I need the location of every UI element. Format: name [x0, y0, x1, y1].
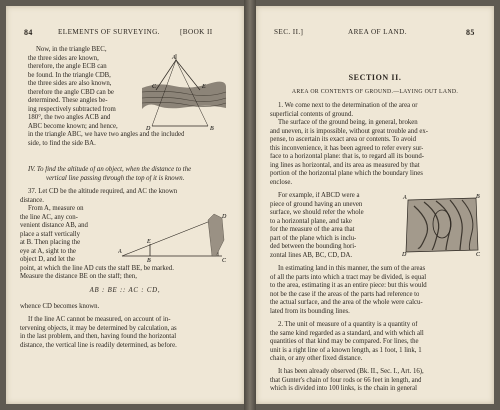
text-line: face to a horizontal plane: that is, to regard all its bound- [270, 153, 425, 160]
fig2-label-e: E [147, 239, 151, 245]
text-line: determined. These angles be- [28, 97, 108, 104]
text-line: therefore the angle CBD can be [28, 88, 114, 96]
fig1-label-c: C [152, 84, 157, 90]
text-line: It has been already observed (Bk. II., Sec. I., Art. 16), [278, 368, 424, 375]
text-line: eye at A, sight to the [20, 247, 76, 255]
text-line: venient distance AB, and [20, 222, 88, 229]
text-line: piece of ground having an uneven [270, 200, 363, 208]
text-line: enclose. [270, 178, 293, 186]
fig3-label-d: D [402, 252, 407, 256]
text-line: in the last problem, and then, having found the horizontal [20, 333, 177, 340]
text-line: If the line AC cannot be measured, on account of in- [28, 316, 171, 323]
text-line: the line AC, any con- [20, 213, 78, 221]
problem-heading-line: IV. To find the altitude of an object, when the distance to the [28, 166, 192, 173]
fig1-label-d: D [146, 126, 151, 132]
right-page-header [270, 28, 480, 38]
right-section-label: SEC. II.] [274, 28, 304, 36]
text-line: of all the parts into which a tract may be divided, is equal [270, 273, 427, 281]
text-line: portion of the horizontal plane which the boundary lines [270, 170, 423, 177]
text-line: object D, and let the [20, 256, 75, 263]
book-gutter [244, 0, 256, 410]
text-line: tervening objects, it may be determined by calculation, as [20, 324, 177, 332]
text-line: Now, in the triangle BEC, [36, 46, 107, 53]
text-line: therefore, the angle ECB can [28, 63, 107, 70]
text-line: the same kind regarded as a standard, and with which all [270, 329, 424, 337]
text-line: that Gunter's chain of four rods or 66 feet in length, and [270, 376, 422, 384]
text-line: to the area, estimating it as an entire piece: but this would [270, 282, 427, 289]
text-line: For example, if ABCD were a [278, 192, 360, 199]
text-line: 2. The unit of measure of a quantity is a quantity of [278, 321, 418, 328]
right-running-title: AREA OF LAND. [348, 28, 407, 36]
text-line: distance, the vertical line is readily determined, as before. [20, 341, 177, 349]
text-line: at B. Then placing the [20, 239, 81, 246]
fig1-label-e: E [202, 84, 206, 90]
text-line: whence CD becomes known. [20, 303, 100, 310]
left-running-title: ELEMENTS OF SURVEYING. [58, 28, 160, 36]
left-page-header [20, 28, 230, 38]
text-line: unit is a right line of a known length, as 1 foot, 1 link, 1 [270, 346, 422, 354]
left-page-number: 84 [24, 28, 33, 37]
text-line: The surface of the ground being, in general, broken [278, 119, 418, 126]
text-line: distance. [20, 196, 44, 204]
fig1-label-b: B [210, 126, 214, 132]
text-line: superficial contents of ground. [270, 110, 354, 118]
text-line: the actual surface, and the area of the whole were calcu- [270, 299, 423, 306]
text-line: be found. In the triangle CDB, [28, 71, 111, 79]
text-line: side, to find the side BA. [28, 139, 96, 147]
text-line: in the triangle ABC, we have two angles and the included [28, 131, 185, 138]
text-line: lated from its bounding lines. [270, 307, 350, 315]
text-line: quantities of that kind may be compared. For lines, the [270, 338, 419, 345]
left-book-label: [BOOK II [180, 28, 213, 36]
text-line: In estimating land in this manner, the sum of the areas [278, 265, 426, 272]
text-line: the three sides are also known, [28, 80, 112, 87]
figure-triangle-landscape [138, 52, 228, 132]
figure-altitude-sighting [118, 210, 230, 262]
text-line: for the measure of the area that [270, 226, 355, 233]
fig2-label-b: B [147, 258, 151, 262]
section-subtitle: AREA OR CONTENTS OF GROUND.—LAYING OUT LAND. [291, 89, 459, 95]
text-line: which is divided into 100 links, is the chain in general [270, 385, 418, 392]
text-line: and uneven, it is impossible, without great trouble and ex- [270, 127, 428, 135]
fig2-label-c: C [222, 258, 227, 262]
fig1-label-a: A [172, 55, 176, 61]
proportion-formula: AB : BE :: AC : CD, [89, 287, 161, 294]
left-page [6, 6, 244, 404]
right-page-number: 85 [466, 28, 475, 37]
fig3-label-c: C [476, 252, 481, 256]
text-line: 1. We come next to the determination of the area or [278, 102, 418, 109]
text-line: 180°, the two angles ACB and [28, 114, 111, 121]
text-line: From A, measure on [28, 205, 84, 212]
fig2-label-d: D [222, 214, 227, 220]
fig3-label-a: A [403, 195, 407, 201]
text-line: not be the case if the areas of the parts had reference to [270, 290, 420, 298]
right-page [256, 6, 494, 404]
text-line: 37. Let CD be the altitude required, and AC the known [28, 188, 178, 195]
fig2-label-a: A [118, 249, 122, 255]
text-line: part of the plane which is inclu- [270, 234, 357, 242]
text-line: place a staff vertically [20, 230, 81, 238]
text-line: the three sides are known, [28, 54, 99, 62]
text-line: surface, we should refer the whole [270, 209, 364, 216]
text-line: ing respectively subtracted from [28, 105, 116, 113]
text-line: chain, or any other fixed distance. [270, 355, 363, 362]
problem-heading-line: vertical line passing through the top of it is known. [46, 174, 185, 182]
section-title: SECTION II. [348, 74, 402, 82]
fig3-label-b: B [476, 194, 480, 200]
text-line: to a horizontal plane, and take [270, 217, 352, 225]
figure-uneven-ground [402, 192, 482, 256]
text-line: ded between the bounding hori- [270, 243, 357, 250]
text-line: ing lines as horizontal, and its area as measured by that [270, 161, 420, 169]
text-line: zontal lines AB, BC, CD, DA. [270, 251, 353, 259]
text-line: pense, to ascertain its exact area or contents. To avoid [270, 136, 417, 143]
text-line: ABC become known; and hence, [28, 122, 118, 130]
text-line: point, at which the line AD cuts the staff BE, be marked. [20, 264, 174, 272]
text-line: this inconvenience, it has been agreed to refer every sur- [270, 144, 424, 152]
text-line: Measure the distance BE on the staff; then, [20, 273, 137, 280]
